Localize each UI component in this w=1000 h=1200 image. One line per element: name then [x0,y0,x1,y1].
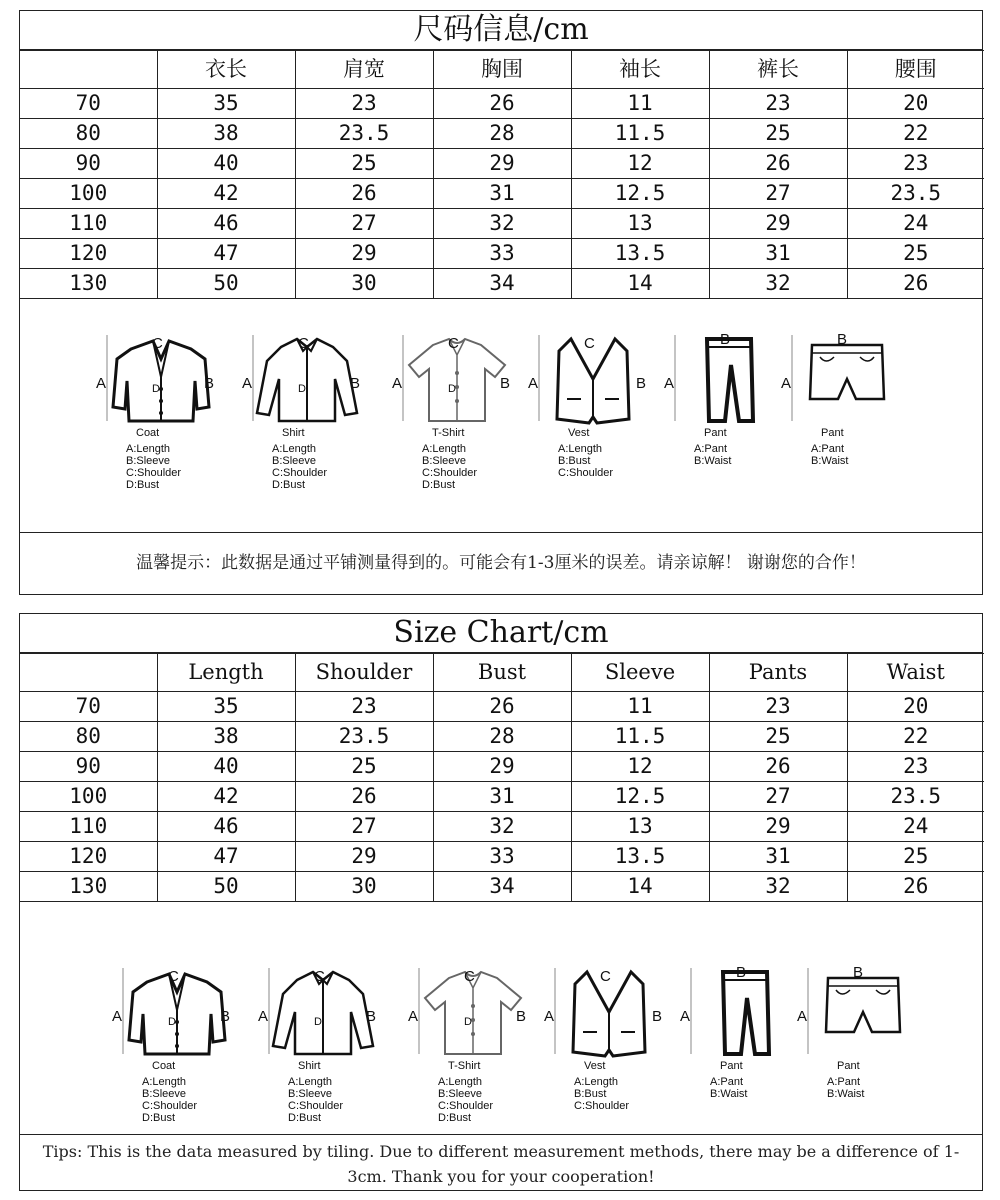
measure-label-b: B [220,1008,231,1025]
size-cell: 130 [20,269,157,299]
value-cell: 26 [295,782,433,812]
garment-name: T-Shirt [432,427,465,439]
garment-diagram-t-shirt [408,962,528,1124]
value-cell: 25 [709,119,847,149]
garment-name: Coat [152,1060,176,1072]
measure-label-a: A [408,1008,419,1025]
header-cell: 袖长 [571,51,709,89]
value-cell: 29 [295,239,433,269]
garment-legend [558,443,613,479]
value-cell: 33 [433,842,571,872]
garment-diagram-vest [528,329,648,479]
measure-label-a: A [544,1008,555,1025]
table-row [20,179,984,209]
value-cell: 23 [709,89,847,119]
measure-label-c: C [600,968,611,985]
value-cell: 47 [157,239,295,269]
size-cell: 120 [20,239,157,269]
garment-diagram-pant [680,962,800,1100]
value-cell: 28 [433,722,571,752]
header-cell: Sleeve [571,654,709,692]
size-cell: 110 [20,812,157,842]
value-cell: 30 [295,872,433,902]
measure-label-a: A [242,375,253,392]
size-cell: 120 [20,842,157,872]
garment-diagram-pant [664,329,784,467]
legend-item: B:Waist [827,1088,865,1100]
value-cell: 23.5 [295,119,433,149]
measure-label-d: D [168,1016,176,1028]
value-cell: 23 [295,692,433,722]
measure-label-d: D [152,383,160,395]
garment-diagram-coat [112,962,232,1124]
table-row [20,722,984,752]
value-cell: 12.5 [571,782,709,812]
legend-item: B:Sleeve [126,455,171,467]
garment-name: Pant [837,1060,860,1072]
garment-name: Shirt [298,1060,321,1072]
legend-item: B:Sleeve [288,1088,333,1100]
measure-label-b: B [516,1008,527,1025]
legend-item: A:Pant [710,1076,744,1088]
value-cell: 35 [157,692,295,722]
value-cell: 20 [847,692,984,722]
value-cell: 27 [709,179,847,209]
value-cell: 23.5 [847,179,984,209]
value-cell: 12 [571,149,709,179]
value-cell: 26 [709,752,847,782]
legend-item: D:Bust [288,1112,322,1124]
legend-item: B:Sleeve [438,1088,483,1100]
size-table-en [20,653,984,901]
value-cell: 22 [847,119,984,149]
value-cell: 35 [157,89,295,119]
garment-diagrams-cn [20,298,982,532]
header-cell: Waist [847,654,984,692]
value-cell: 11 [571,692,709,722]
value-cell: 26 [847,872,984,902]
legend-item: C:Shoulder [288,1100,344,1112]
garment-diagram-coat [96,329,216,491]
value-cell: 26 [433,692,571,722]
legend-item: A:Length [422,443,467,455]
value-cell: 47 [157,842,295,872]
legend-item: B:Waist [710,1088,748,1100]
table-row [20,269,984,299]
value-cell: 11 [571,89,709,119]
measure-label-d: D [314,1016,322,1028]
legend-item: A:Pant [694,443,728,455]
value-cell: 24 [847,209,984,239]
header-cell: Pants [709,654,847,692]
value-cell: 31 [709,239,847,269]
legend-item: B:Sleeve [422,455,467,467]
garment-diagram-pant [797,962,917,1100]
garment-legend [710,1076,748,1100]
measure-label-b: B [837,331,848,348]
header-cell: 肩宽 [295,51,433,89]
header-cell [20,654,157,692]
value-cell: 12 [571,752,709,782]
size-cell: 90 [20,149,157,179]
size-cell: 90 [20,752,157,782]
garment-name: Pant [704,427,727,439]
legend-item: C:Shoulder [574,1100,630,1112]
measure-label-b: B [500,375,511,392]
legend-item: A:Pant [811,443,845,455]
value-cell: 27 [709,782,847,812]
table-row [20,149,984,179]
garment-legend [574,1076,629,1112]
legend-item: A:Length [142,1076,187,1088]
garment-diagram-vest [544,962,664,1112]
measure-label-b: B [720,331,731,348]
value-cell: 13.5 [571,842,709,872]
table-row [20,119,984,149]
legend-item: A:Length [288,1076,333,1088]
chart-title-en: Size Chart/cm [20,614,982,653]
legend-item: D:Bust [142,1112,176,1124]
legend-item: A:Length [126,443,171,455]
garment-legend [422,443,477,491]
size-cell: 70 [20,692,157,722]
value-cell: 31 [709,842,847,872]
value-cell: 32 [433,209,571,239]
garment-name: Pant [720,1060,743,1072]
value-cell: 13.5 [571,239,709,269]
legend-item: A:Length [558,443,603,455]
legend-item: A:Pant [827,1076,861,1088]
value-cell: 23.5 [295,722,433,752]
value-cell: 23 [847,752,984,782]
measure-label-d: D [448,383,456,395]
measure-label-b: B [736,964,747,981]
value-cell: 20 [847,89,984,119]
measure-label-a: A [781,375,792,392]
table-row [20,209,984,239]
value-cell: 50 [157,872,295,902]
value-cell: 29 [709,812,847,842]
value-cell: 33 [433,239,571,269]
garment-name: Pant [821,427,844,439]
measure-label-c: C [168,968,179,985]
measure-label-b: B [853,964,864,981]
value-cell: 27 [295,812,433,842]
value-cell: 34 [433,872,571,902]
measure-label-b: B [204,375,215,392]
legend-item: A:Length [438,1076,483,1088]
garment-legend [438,1076,493,1124]
legend-item: C:Shoulder [272,467,328,479]
garment-name: Shirt [282,427,305,439]
table-row [20,89,984,119]
legend-item: B:Bust [558,455,591,467]
value-cell: 42 [157,782,295,812]
measure-label-a: A [96,375,107,392]
value-cell: 25 [847,239,984,269]
value-cell: 23 [847,149,984,179]
measure-label-c: C [152,335,163,352]
value-cell: 32 [709,872,847,902]
garment-name: Vest [584,1060,606,1072]
legend-item: A:Length [272,443,317,455]
value-cell: 29 [433,149,571,179]
header-cell: 衣长 [157,51,295,89]
table-row [20,842,984,872]
measure-label-c: C [448,335,459,352]
garment-name: T-Shirt [448,1060,481,1072]
measure-label-a: A [797,1008,808,1025]
value-cell: 38 [157,119,295,149]
size-cell: 110 [20,209,157,239]
legend-item: D:Bust [126,479,160,491]
legend-item: D:Bust [422,479,456,491]
garment-legend [288,1076,343,1124]
garment-diagrams-en [20,901,982,1134]
value-cell: 26 [709,149,847,179]
legend-item: C:Shoulder [558,467,614,479]
table-row [20,239,984,269]
size-cell: 100 [20,179,157,209]
garment-legend [126,443,181,491]
value-cell: 14 [571,269,709,299]
value-cell: 29 [433,752,571,782]
garment-name: Vest [568,427,590,439]
value-cell: 25 [295,752,433,782]
header-cell: 腰围 [847,51,984,89]
value-cell: 40 [157,752,295,782]
measure-label-c: C [298,335,309,352]
measure-label-b: B [652,1008,663,1025]
value-cell: 23 [709,692,847,722]
table-row [20,872,984,902]
value-cell: 25 [847,842,984,872]
garment-diagram-t-shirt [392,329,512,491]
value-cell: 42 [157,179,295,209]
legend-item: C:Shoulder [142,1100,198,1112]
value-cell: 26 [295,179,433,209]
value-cell: 22 [847,722,984,752]
value-cell: 46 [157,812,295,842]
garment-diagram-pant [781,329,901,467]
garment-legend [272,443,327,491]
size-chart-en [19,613,983,1191]
size-cell: 130 [20,872,157,902]
value-cell: 11.5 [571,722,709,752]
tip-text-cn: 温馨提示：此数据是通过平铺测量得到的。可能会有1-3厘米的误差。请亲谅解！ 谢谢您的合作！ [20,532,982,593]
value-cell: 50 [157,269,295,299]
measure-label-a: A [664,375,675,392]
measure-label-c: C [314,968,325,985]
legend-item: B:Sleeve [142,1088,187,1100]
measure-label-a: A [112,1008,123,1025]
measure-label-d: D [464,1016,472,1028]
garment-name: Coat [136,427,160,439]
header-cell: Bust [433,654,571,692]
tip-text-en: Tips: This is the data measured by tiling. Due to different measurement methods, there may be a difference of 1-3cm. Thank you for your cooperation! [20,1134,982,1192]
value-cell: 24 [847,812,984,842]
value-cell: 40 [157,149,295,179]
legend-item: D:Bust [438,1112,472,1124]
legend-item: C:Shoulder [438,1100,494,1112]
value-cell: 26 [433,89,571,119]
value-cell: 34 [433,269,571,299]
header-cell: Shoulder [295,654,433,692]
header-cell: 胸围 [433,51,571,89]
size-cell: 80 [20,722,157,752]
chart-title-cn: 尺码信息/cm [20,11,982,50]
garment-legend [811,443,849,467]
table-row [20,692,984,722]
legend-item: B:Waist [694,455,732,467]
measure-label-b: B [350,375,361,392]
value-cell: 31 [433,179,571,209]
header-cell: 裤长 [709,51,847,89]
legend-item: D:Bust [272,479,306,491]
value-cell: 32 [709,269,847,299]
garment-legend [694,443,732,467]
size-cell: 100 [20,782,157,812]
header-cell: Length [157,654,295,692]
value-cell: 46 [157,209,295,239]
value-cell: 25 [709,722,847,752]
measure-label-c: C [464,968,475,985]
legend-item: B:Sleeve [272,455,317,467]
value-cell: 28 [433,119,571,149]
table-row [20,812,984,842]
value-cell: 23 [295,89,433,119]
size-cell: 80 [20,119,157,149]
garment-diagram-shirt [258,962,378,1124]
value-cell: 31 [433,782,571,812]
value-cell: 30 [295,269,433,299]
value-cell: 29 [295,842,433,872]
size-chart-cn [19,10,983,595]
value-cell: 29 [709,209,847,239]
measure-label-b: B [636,375,647,392]
value-cell: 13 [571,209,709,239]
value-cell: 38 [157,722,295,752]
measure-label-a: A [392,375,403,392]
value-cell: 13 [571,812,709,842]
header-cell [20,51,157,89]
value-cell: 26 [847,269,984,299]
legend-item: A:Length [574,1076,619,1088]
size-cell: 70 [20,89,157,119]
value-cell: 11.5 [571,119,709,149]
legend-item: C:Shoulder [126,467,182,479]
measure-label-a: A [528,375,539,392]
table-row [20,752,984,782]
legend-item: C:Shoulder [422,467,478,479]
measure-label-a: A [680,1008,691,1025]
value-cell: 25 [295,149,433,179]
size-table-cn [20,50,984,298]
garment-diagram-shirt [242,329,362,491]
garment-legend [827,1076,865,1100]
measure-label-b: B [366,1008,377,1025]
legend-item: B:Bust [574,1088,607,1100]
value-cell: 12.5 [571,179,709,209]
value-cell: 27 [295,209,433,239]
measure-label-d: D [298,383,306,395]
garment-legend [142,1076,197,1124]
value-cell: 23.5 [847,782,984,812]
value-cell: 14 [571,872,709,902]
table-row [20,782,984,812]
value-cell: 32 [433,812,571,842]
legend-item: B:Waist [811,455,849,467]
measure-label-c: C [584,335,595,352]
measure-label-a: A [258,1008,269,1025]
